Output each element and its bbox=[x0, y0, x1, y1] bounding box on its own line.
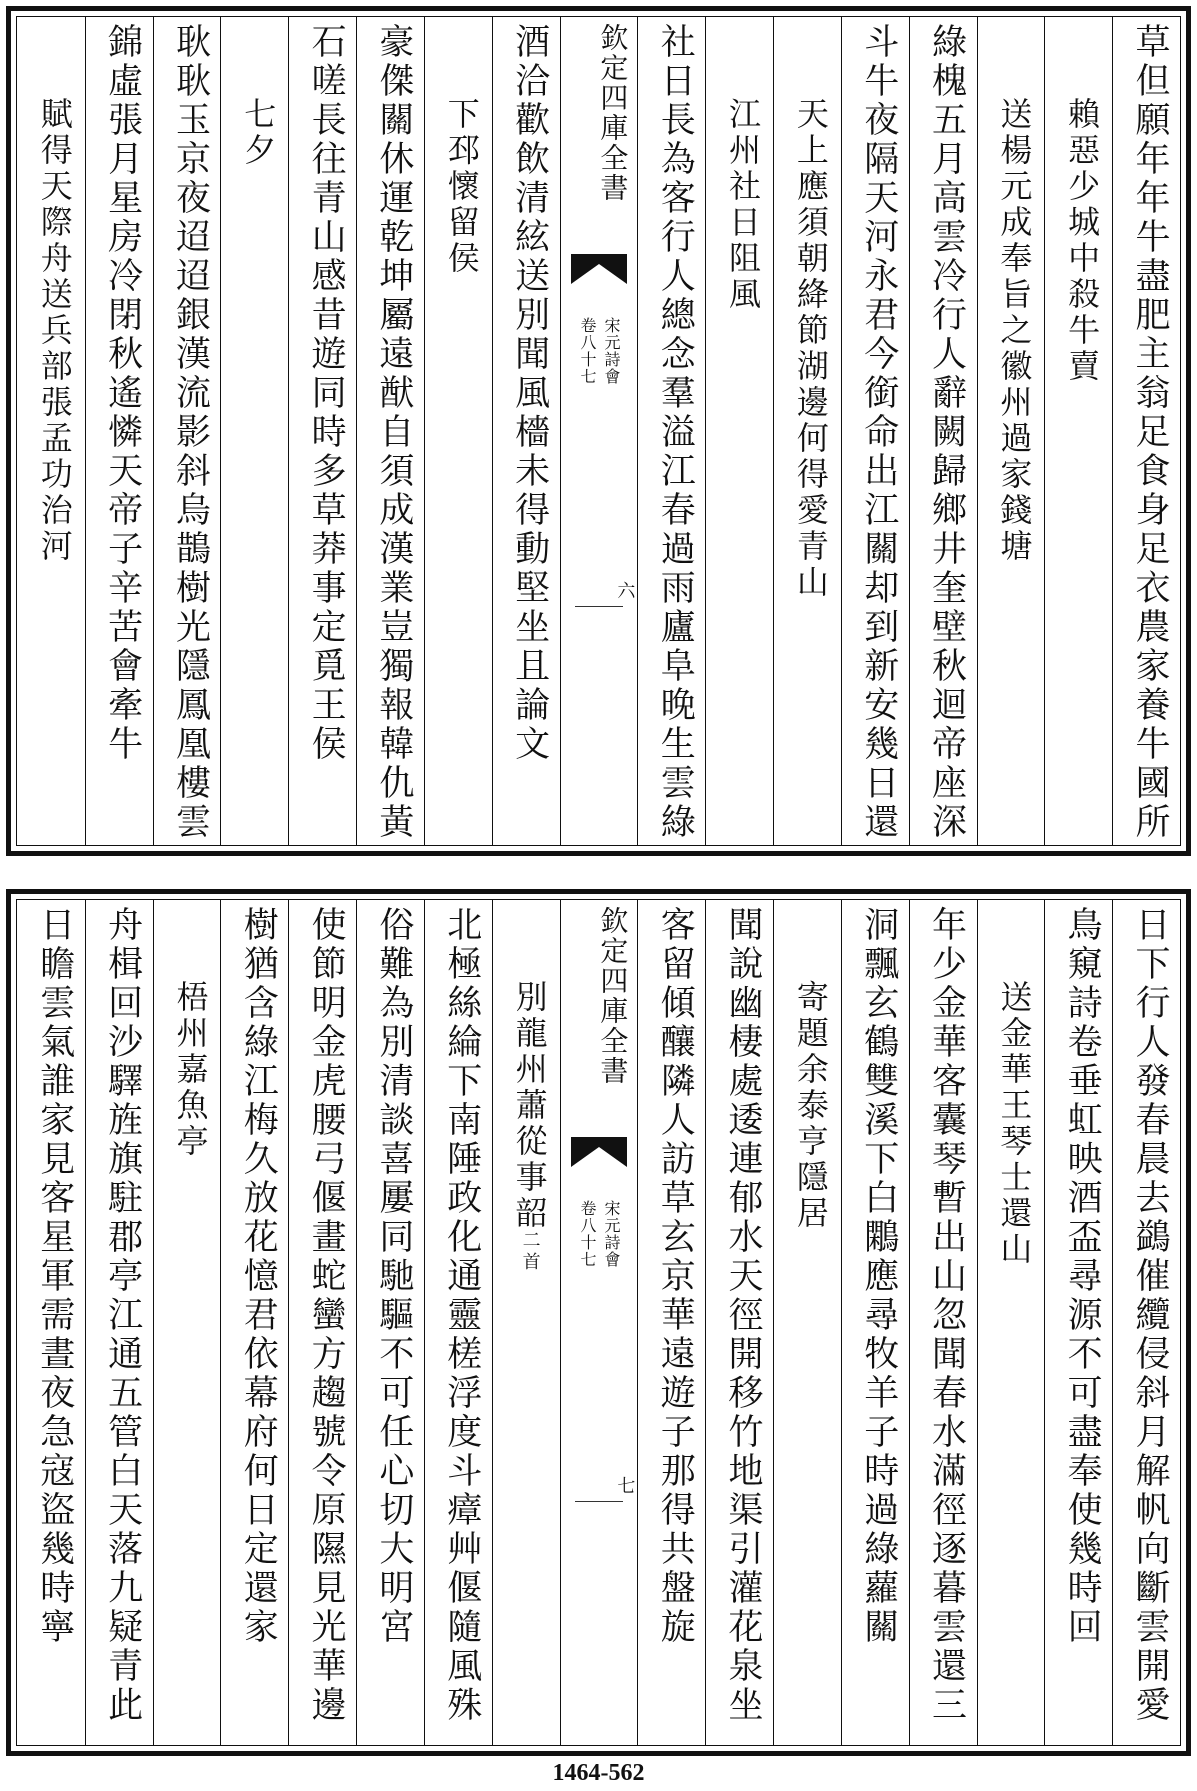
text-column-right-4 bbox=[909, 900, 977, 1745]
page-number: 六 bbox=[614, 581, 636, 600]
text-column-left-1 bbox=[492, 17, 560, 845]
column-text: 舟楫回沙驛旌旗駐郡亭江通五管白天落九疑青此 bbox=[102, 906, 143, 1725]
column-text: 賴惡少城中殺牛賣 bbox=[1063, 97, 1102, 385]
fishtail-mark-icon bbox=[561, 252, 638, 288]
page-code: 1464-562 bbox=[552, 1760, 645, 1786]
page-number: 七 bbox=[614, 1475, 636, 1494]
column-text: 聞說幽棲處逶連郁水天徑開移竹地渠引灌花泉坐 bbox=[723, 906, 764, 1725]
text-column-left-7 bbox=[85, 900, 153, 1745]
text-column-left-4 bbox=[288, 900, 356, 1745]
text-column-left-7 bbox=[85, 17, 153, 845]
column-text: 天上應須朝絳節湖邊何得愛青山 bbox=[791, 97, 830, 601]
column-text: 社日長為客行人總念羣溢江春過雨廬阜晚生雲綠 bbox=[655, 23, 696, 842]
column-text: 別龍州蕭從事韶 bbox=[510, 980, 549, 1232]
text-column-right-2 bbox=[1044, 17, 1112, 845]
column-text: 俗難為別清談喜屢同馳驅不可任心切大明宮 bbox=[373, 906, 414, 1647]
text-column-right-7 bbox=[705, 900, 773, 1745]
text-column-right-8 bbox=[637, 17, 705, 845]
column-text: 客留傾釀隣人訪草玄京華遠遊子那得共盤旋 bbox=[655, 906, 696, 1647]
column-text: 七夕 bbox=[239, 97, 278, 169]
book-title: 欽定四庫全書 bbox=[596, 906, 630, 1086]
column-text: 樹猶含綠江梅久放花憶君依幕府何日定還家 bbox=[238, 906, 279, 1647]
column-text: 豪傑關休運乾坤屬遠猷自須成漢業豈獨報韓仇黃 bbox=[373, 23, 414, 842]
center-fold bbox=[560, 900, 638, 1745]
text-column-right-6 bbox=[773, 900, 841, 1745]
column-text: 日下行人發春晨去鷁催纜侵斜月解帆向斷雲開愛 bbox=[1130, 906, 1170, 1725]
text-column-left-3 bbox=[356, 900, 424, 1745]
text-column-right-5 bbox=[841, 17, 909, 845]
text-column-left-5 bbox=[220, 900, 288, 1745]
book-title: 欽定四庫全書 bbox=[596, 23, 630, 203]
text-column-right-5 bbox=[841, 900, 909, 1745]
collection-name: 宋元詩會 bbox=[601, 1200, 621, 1268]
text-column-left-2 bbox=[424, 17, 492, 845]
poem-subtitle: 二首 bbox=[519, 1230, 541, 1274]
bottom-page bbox=[6, 889, 1191, 1756]
text-column-left-4 bbox=[288, 17, 356, 845]
column-text: 北極絲綸下南陲政化通靈槎浮度斗瘴艸偃隨風殊 bbox=[441, 906, 482, 1725]
text-column-right-1 bbox=[1112, 900, 1180, 1745]
top-page bbox=[6, 6, 1191, 856]
column-text: 草但願年年牛盡肥主翁足食身足衣農家養牛國所 bbox=[1130, 23, 1170, 842]
column-text: 賦得天際舟送兵部張孟功治河 bbox=[35, 97, 74, 565]
bottom-page-columns bbox=[17, 900, 1180, 1745]
volume-number: 卷八十七 bbox=[577, 1200, 597, 1268]
column-text: 斗牛夜隔天河永君今銜命出江關却到新安幾日還 bbox=[858, 23, 899, 842]
text-column-left-6 bbox=[153, 900, 221, 1745]
column-text: 下邳懷留侯 bbox=[442, 97, 481, 277]
column-text: 使節明金虎腰弓偃畫蛇蠻方趨號令原隰見光華邊 bbox=[306, 906, 347, 1725]
text-column-right-3 bbox=[977, 17, 1045, 845]
text-column-left-6 bbox=[153, 17, 221, 845]
text-column-right-2 bbox=[1044, 900, 1112, 1745]
divider bbox=[575, 1501, 624, 1502]
column-text: 日瞻雲氣誰家見客星軍需晝夜急寇盜幾時寧 bbox=[34, 906, 75, 1647]
column-text: 石嗟長往青山感昔遊同時多草莽事定覓王侯 bbox=[306, 23, 347, 764]
column-text: 江州社日阻風 bbox=[724, 97, 763, 313]
column-text: 送金華王琴士還山 bbox=[995, 980, 1034, 1268]
text-column-left-3 bbox=[356, 17, 424, 845]
column-text: 酒洽歡飲清絃送別聞風檣未得動堅坐且論文 bbox=[509, 23, 550, 764]
text-column-right-7 bbox=[705, 17, 773, 845]
center-fold bbox=[560, 17, 638, 845]
column-text: 綠槐五月高雲冷行人辭闕歸鄉井奎壁秋迴帝座深 bbox=[926, 23, 967, 842]
column-text: 送楊元成奉旨之徽州過家錢塘 bbox=[995, 97, 1034, 565]
column-text: 耿耿玉京夜迢迢銀漢流影斜烏鵲樹光隱鳳凰樓雲 bbox=[170, 23, 211, 842]
text-column-left-5 bbox=[220, 17, 288, 845]
text-column-left-2 bbox=[424, 900, 492, 1745]
column-text: 年少金華客囊琴暫出山忽聞春水滿徑逐暮雲還三 bbox=[926, 906, 967, 1725]
column-text: 梧州嘉魚亭 bbox=[171, 980, 210, 1160]
text-column-right-6 bbox=[773, 17, 841, 845]
fishtail-mark-icon bbox=[561, 1135, 638, 1171]
text-column-right-8 bbox=[637, 900, 705, 1745]
column-text: 鳥窺詩卷垂虹映酒盃尋源不可盡奉使幾時回 bbox=[1062, 906, 1103, 1647]
volume-number: 卷八十七 bbox=[577, 317, 597, 385]
top-page-columns bbox=[17, 17, 1180, 845]
text-column-right-4 bbox=[909, 17, 977, 845]
collection-name: 宋元詩會 bbox=[601, 317, 621, 385]
text-column-left-1 bbox=[492, 900, 560, 1745]
text-column-right-1 bbox=[1112, 17, 1180, 845]
column-text: 錦虛張月星房冷閉秋遙憐天帝子辛苦會牽牛 bbox=[102, 23, 143, 764]
divider bbox=[575, 606, 624, 607]
text-column-right-3 bbox=[977, 900, 1045, 1745]
column-text: 寄題余泰亨隱居 bbox=[791, 980, 830, 1232]
column-text: 洞飄玄鶴雙溪下白鷴應尋牧羊子時過綠蘿關 bbox=[858, 906, 899, 1647]
text-column-left-8 bbox=[17, 900, 85, 1745]
text-column-left-8 bbox=[17, 17, 85, 845]
